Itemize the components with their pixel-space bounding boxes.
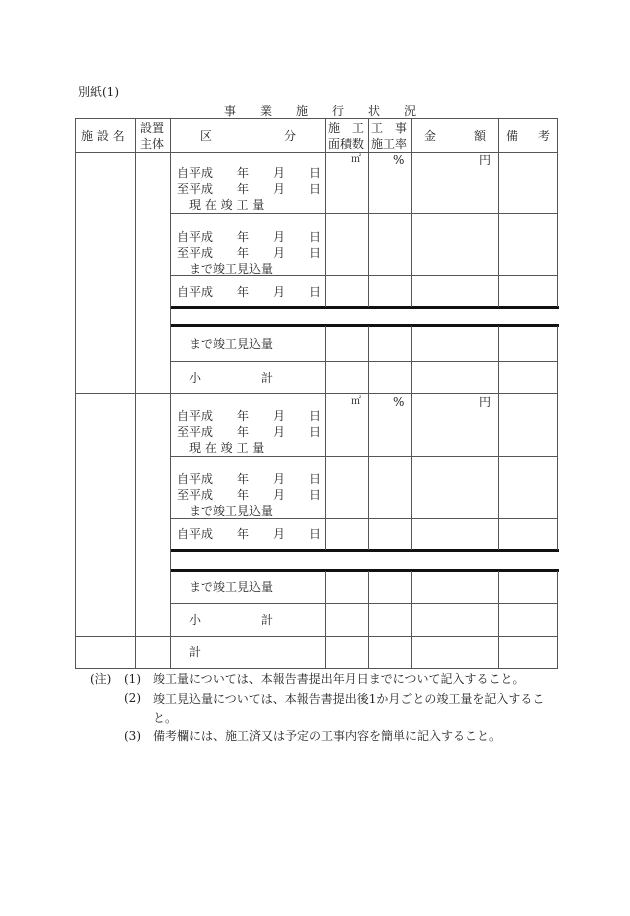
header-amount-left: 金 (424, 129, 437, 143)
header-category-left: 区 (200, 129, 213, 143)
expected-completion: まで竣工見込量 (189, 580, 274, 594)
period-from: 自平成 年 月 日 (177, 527, 322, 541)
unit-amount: 円 (479, 153, 492, 167)
attachment-label: 別紙(1) (78, 85, 119, 99)
expected-completion: まで竣工見込量 (189, 337, 274, 351)
unit-amount: 円 (479, 395, 492, 409)
period-current-completion: 自平成 年 月 日 至平成 年 月 日 現 在 竣 工 量 (177, 409, 322, 455)
header-remarks-right: 考 (538, 129, 551, 143)
note-3-text: 備考欄には、施工済又は予定の工事内容を簡単に記入すること。 (153, 729, 502, 743)
total-label: 計 (189, 645, 202, 659)
period-expected-completion: 自平成 年 月 日 至平成 年 月 日 まで竣工見込量 (177, 472, 322, 518)
header-amount-right: 額 (474, 129, 487, 143)
unit-area: ㎡ (351, 154, 361, 165)
break-line (170, 324, 559, 327)
note-1-text: 竣工量については、本報告書提出年月日までについて記入すること。 (153, 672, 525, 686)
header-facility: 施 設 名 (81, 129, 125, 143)
unit-rate: % (393, 395, 405, 409)
subtotal-label: 小 計 (189, 371, 274, 385)
unit-rate: % (393, 153, 405, 167)
period-from: 自平成 年 月 日 (177, 285, 322, 299)
note-2-text: 竣工見込量については、本報告書提出後1か月ごとの竣工量を記入するこ と。 (153, 692, 545, 725)
break-line (170, 549, 559, 552)
header-category-right: 分 (284, 129, 297, 143)
note-1-num: (1) (124, 672, 141, 686)
period-expected-completion: 自平成 年 月 日 至平成 年 月 日 まで竣工見込量 (177, 230, 322, 276)
break-line (170, 569, 559, 572)
note-3-num: (3) (124, 729, 141, 743)
document-title: 事 業 施 行 状 況 (224, 104, 417, 118)
header-installer: 設置 主体 (140, 121, 165, 151)
notes-prefix: (注) (90, 672, 112, 686)
unit-area: ㎡ (351, 396, 361, 407)
period-current-completion: 自平成 年 月 日 至平成 年 月 日 現 在 竣 工 量 (177, 166, 322, 212)
header-rate: 工 事 施工率 (371, 121, 408, 151)
break-line (170, 306, 559, 309)
subtotal-label: 小 計 (189, 613, 274, 627)
header-remarks-left: 備 (506, 129, 519, 143)
note-2-num: (2) (124, 691, 141, 705)
header-area: 施 工 面積数 (328, 121, 365, 151)
